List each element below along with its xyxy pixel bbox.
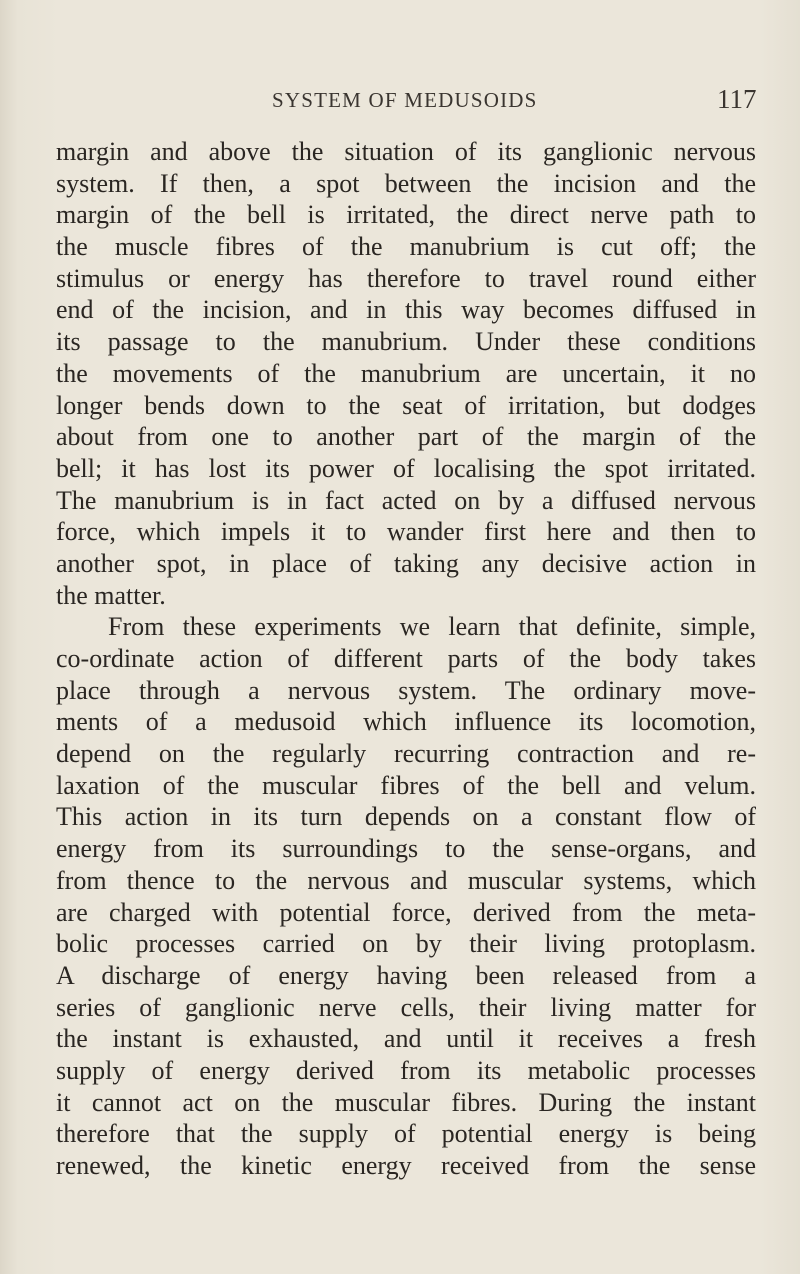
text-line: end of the incision, and in this way becomes diffused in xyxy=(56,295,756,325)
text-line: from thence to the nervous and muscular systems, which xyxy=(56,865,756,895)
text-line: another spot, in place of taking any decisive action in xyxy=(56,548,756,578)
page-number: 117 xyxy=(717,84,757,114)
text-line: the instant is exhausted, and until it receives a fresh xyxy=(56,1024,756,1054)
text-line: its passage to the manubrium. Under these conditions xyxy=(56,327,756,357)
text-line: about from one to another part of the margin of the xyxy=(56,422,756,452)
text-line: system. If then, a spot between the incision and the xyxy=(56,168,756,198)
text-line: place through a nervous system. The ordinary move- xyxy=(56,675,756,705)
text-line: bolic processes carried on by their living protoplasm. xyxy=(56,929,756,959)
text-line: margin and above the situation of its ganglionic nervous xyxy=(56,137,756,166)
text-line: the matter. xyxy=(56,580,166,610)
text-line: are charged with potential force, derived from the meta- xyxy=(56,897,756,927)
text-line: it cannot act on the muscular fibres. During the instant xyxy=(56,1087,756,1117)
text-line: longer bends down to the seat of irritation, but dodges xyxy=(56,390,756,420)
text-line: series of ganglionic nerve cells, their living matter for xyxy=(56,992,756,1022)
running-head xyxy=(0,84,800,118)
text-line: therefore that the supply of potential energy is being xyxy=(56,1119,756,1149)
text-line: supply of energy derived from its metabolic processes xyxy=(56,1055,756,1085)
text-line: stimulus or energy has therefore to travel round either xyxy=(56,263,756,293)
text-line: bell; it has lost its power of localising the spot irritated. xyxy=(56,453,756,483)
paragraph-start-line: From these experiments we learn that definite, simple, xyxy=(108,612,756,642)
running-title: SYSTEM OF MEDUSOIDS xyxy=(272,88,538,112)
text-line: force, which impels it to wander first here and then to xyxy=(56,517,756,547)
text-line: The manubrium is in fact acted on by a diffused nervous xyxy=(56,485,756,515)
text-line: A discharge of energy having been released from a xyxy=(56,960,756,990)
text-line: This action in its turn depends on a constant flow of xyxy=(56,802,756,832)
text-line: laxation of the muscular fibres of the bell and velum. xyxy=(56,770,756,800)
text-line: co-ordinate action of different parts of the body takes xyxy=(56,644,756,673)
text-line: ments of a medusoid which influence its locomotion, xyxy=(56,707,756,737)
text-line: energy from its surroundings to the sense-organs, and xyxy=(56,834,756,864)
body-text xyxy=(56,136,756,1182)
text-line: renewed, the kinetic energy received from the sense xyxy=(56,1151,756,1180)
text-line: margin of the bell is irritated, the direct nerve path to xyxy=(56,200,756,230)
text-line: the movements of the manubrium are uncertain, it no xyxy=(56,358,756,388)
text-line: the muscle fibres of the manubrium is cut off; the xyxy=(56,232,756,262)
text-line: depend on the regularly recurring contraction and re- xyxy=(56,739,756,769)
